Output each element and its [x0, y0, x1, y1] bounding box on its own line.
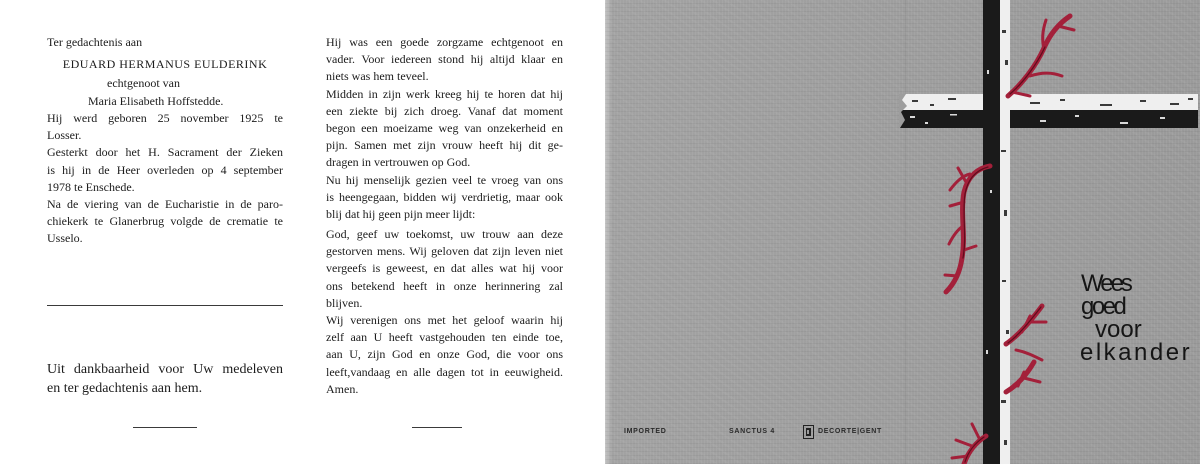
beam-shadow — [900, 110, 1198, 128]
prayer-line: vergeefs is geweest, en dat alles wat hij voor — [326, 261, 563, 276]
tribute-line: Midden in zijn werk kreeg hij te horen dat hij — [326, 86, 563, 101]
prayer-line: ons betekend heeft in onze herinnering zal — [326, 278, 563, 293]
divider-line — [47, 305, 283, 306]
thanks-line: en ter gedachtenis aan hem. — [47, 381, 203, 396]
tribute-line: Nu hij menselijk gezien veel te vroeg van ons — [326, 172, 563, 187]
motto-line: goed — [1081, 293, 1125, 320]
tribute-line: vader. Voor iedereen stond hij altijd klaar en — [326, 52, 563, 67]
prayer-line: God, geef uw toekomst, uw trouw aan deze — [326, 227, 563, 241]
prayer-line: blijven. — [326, 295, 363, 310]
thanks-text — [47, 360, 283, 398]
logo-notch — [807, 430, 809, 434]
tribute-line: is heengegaan, bidden wij verdrietig, maar ook — [326, 189, 563, 204]
origin-label: IMPORTED — [624, 428, 667, 435]
prayer-line: leeft,vandaag en alle dagen tot in eeuwigheid. — [326, 364, 563, 379]
cross-horizontal-beam — [899, 94, 1198, 128]
memorial-heading: Ter gedachtenis aan — [47, 35, 143, 49]
cross-illustration — [605, 0, 1200, 464]
beam-highlight — [1000, 0, 1010, 464]
prayer-line: Amen. — [326, 381, 359, 396]
prayer-line: aan U, zijn God en onze God, die voor ons — [326, 347, 563, 362]
bio-line: Gesterkt door het H. Sacrament der Zieken — [47, 145, 283, 160]
relation-label: echtgenoot van — [107, 76, 180, 90]
tribute-line: pijn. Samen met zijn vrouw heeft hij dit ge- — [326, 138, 563, 153]
publisher-label: DECORTE|GENT — [818, 428, 883, 435]
tribute-line: begon een moeizame weg van onzekerheid en — [326, 120, 563, 135]
bio-line: is hij in de Heer overleden op 4 september — [47, 162, 283, 177]
series-label: SANCTUS 4 — [729, 428, 775, 435]
bio-line: chiekerk te Glanerbrug volgde de crematie te — [47, 214, 283, 229]
short-divider — [412, 427, 462, 428]
biography — [47, 110, 283, 248]
prayer-line: gestorven mens. Wij geloven dat zijn leven niet — [326, 244, 563, 259]
prayer-line: zelf aan U heeft vastgehouden ten einde toe, — [326, 330, 563, 345]
motto-line: Wees — [1081, 270, 1130, 297]
beam-shadow — [983, 0, 1001, 464]
thorn-branch-top — [1008, 16, 1074, 96]
thanks-line: Uit dankbaarheid voor Uw medeleven — [47, 362, 283, 377]
tribute-line: een ziekte bij zich droeg. Vanaf dat moment — [326, 103, 563, 118]
bio-line: 1978 te Enschede. — [47, 179, 135, 194]
prayer-text — [326, 226, 563, 398]
tribute-line: Hij was een goede zorgzame echtgenoot en — [326, 35, 563, 49]
bio-line: Losser. — [47, 128, 82, 143]
short-divider — [133, 427, 197, 428]
motto-line: elkander — [1080, 339, 1193, 366]
publisher-logo-icon — [803, 425, 814, 439]
bio-line: Hij werd geboren 25 november 1925 te — [47, 111, 283, 125]
deceased-name: EDUARD HERMANUS EULDERINK — [62, 57, 268, 71]
prayer-line: Wij verenigen ons met het geloof waarin hij — [326, 312, 563, 327]
tribute-line: blij dat hij geen pijn meer lijdt: — [326, 206, 476, 221]
bio-line: Usselo. — [47, 231, 83, 246]
thorn-branch-right — [1006, 306, 1046, 392]
spouse-name: Maria Elisabeth Hoffstedde. — [88, 94, 224, 108]
left-panel — [0, 0, 302, 464]
tribute-text — [326, 34, 563, 223]
bio-line: Na de viering van de Eucharistie in de paro- — [47, 196, 283, 211]
tribute-line: dragen in vertrouwen op God. — [326, 155, 471, 170]
tribute-line: niets was hem teveel. — [326, 69, 429, 84]
beam-highlight — [900, 94, 1198, 110]
thorn-branch-bottom — [952, 424, 986, 464]
motto-line: voor — [1095, 316, 1142, 343]
